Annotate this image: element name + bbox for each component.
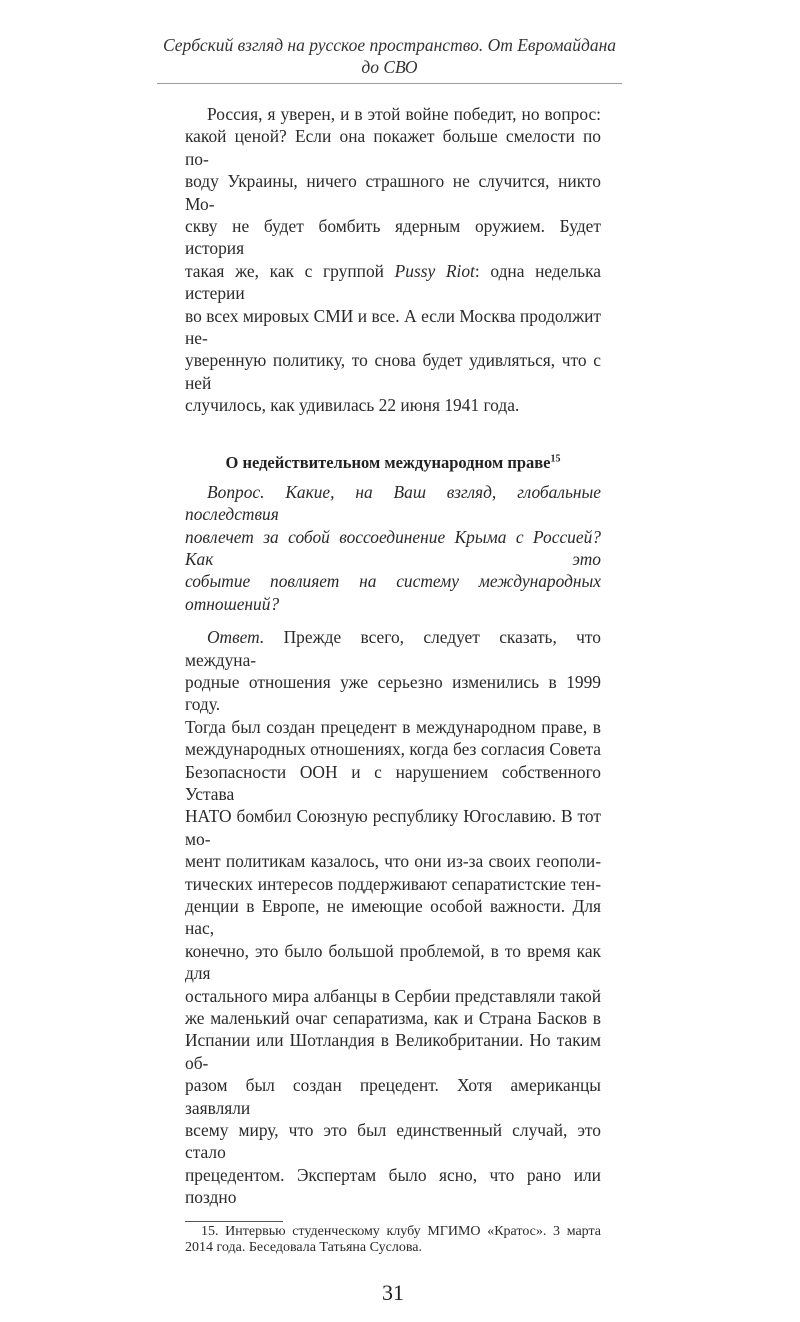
text-line: остального мира албанцы в Сербии представляли такой	[185, 985, 601, 1006]
footnote	[185, 1224, 601, 1256]
answer-paragraph	[185, 626, 601, 1209]
answer-label: Ответ.	[207, 627, 265, 648]
section-heading	[185, 452, 601, 473]
footnote-rule	[185, 1221, 283, 1222]
text-line: событие повлияет на систему международных отношений?	[185, 571, 601, 614]
footnote-line: 2014 года. Беседовала Татьяна Суслова.	[185, 1239, 422, 1255]
section-heading-text: О недействительном международном праве	[225, 452, 551, 472]
text-line: разом был создан прецедент. Хотя американцы заявляли	[185, 1075, 601, 1118]
page-number: 31	[382, 1279, 404, 1305]
text-line: мент политикам казалось, что они из-за своих геополи-	[185, 851, 601, 872]
text-line: скву не будет бомбить ядерным оружием. Будет история	[185, 216, 601, 259]
text-line: родные отношения уже серьезно изменились в 1999 году.	[185, 671, 601, 715]
text-line: НАТО бомбил Союзную республику Югославию. В тот мо-	[185, 806, 601, 849]
text-line: конечно, это было большой проблемой, в то время как для	[185, 940, 601, 984]
text-line: какой ценой? Если она покажет больше смелости по по-	[185, 126, 601, 169]
text-line: Россия, я уверен, и в этой войне победит, но вопрос:	[207, 104, 601, 124]
text-line: денции в Европе, не имеющие особой важности. Для нас,	[185, 896, 601, 939]
text-line: воду Украины, ничего страшного не случится, никто Мо-	[185, 171, 601, 214]
text-fragment: : одна неделька истерии	[185, 260, 601, 304]
header-rule	[157, 83, 622, 84]
text-fragment: Прежде всего, следует сказать, что междуна-	[185, 627, 601, 670]
text-line: Вопрос. Какие, на Ваш взгляд, глобальные последствия	[185, 481, 601, 525]
text-line: Испании или Шотландия в Великобритании. Но таким об-	[185, 1030, 601, 1073]
text-line: во всех мировых СМИ и все. А если Москва продолжит не-	[185, 305, 601, 349]
text-column	[185, 103, 601, 1306]
paragraph-1	[185, 103, 601, 417]
text-line: всему миру, что это был единственный случай, это стало	[185, 1120, 601, 1163]
text-line: случилось, как удивилась 22 июня 1941 года.	[185, 395, 520, 416]
text-line: Тогда был создан прецедент в международном праве, в	[185, 716, 601, 737]
text-line: уверенную политику, то снова будет удивляться, что с ней	[185, 350, 601, 393]
text-line: прецедентом. Экспертам было ясно, что рано или поздно	[185, 1164, 601, 1208]
text-line: повлечет за собой воссоединение Крыма с Россией? Как это	[185, 526, 601, 569]
question-paragraph	[185, 481, 601, 615]
footnote-line: 15. Интервью студенческому клубу МГИМО «Кратос». 3 марта	[201, 1223, 601, 1239]
text-fragment: такая же, как с группой	[185, 260, 395, 281]
text-line-mixed	[185, 626, 601, 671]
band-name: Pussy Riot	[394, 260, 475, 281]
running-head: Сербский взгляд на русское пространство. От Евромайдана до СВО	[162, 35, 617, 77]
text-line: Безопасности ООН и с нарушением собственного Устава	[185, 761, 601, 804]
text-line: тических интересов поддерживают сепаратистские тен-	[185, 873, 601, 894]
text-line: же маленький очаг сепаратизма, как и Страна Басков в	[185, 1008, 601, 1029]
footnote-reference: 15	[550, 453, 561, 465]
text-line: международных отношениях, когда без согласия Совета	[185, 739, 601, 760]
text-line-mixed	[185, 260, 601, 305]
